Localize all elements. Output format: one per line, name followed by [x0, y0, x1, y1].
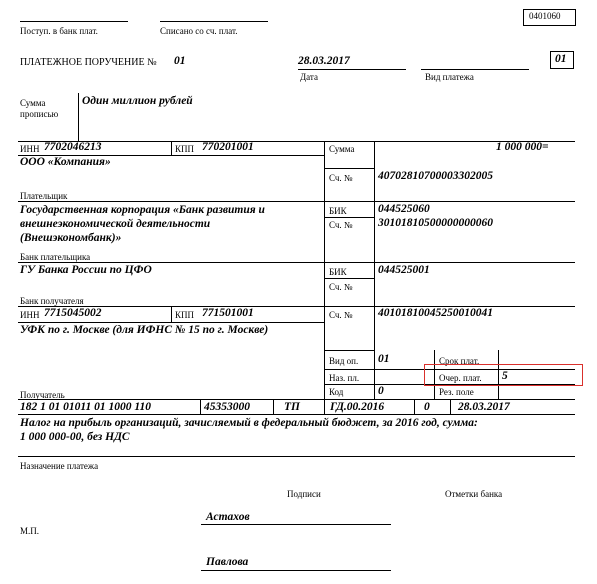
- payer-inn: 7702046213: [44, 141, 102, 153]
- payee-inn: 7715045002: [44, 307, 102, 319]
- payer-inn-label: ИНН: [20, 144, 40, 154]
- term-label: Срок плат.: [439, 356, 480, 366]
- amount-label: Сумма: [329, 144, 355, 154]
- payer-bank-caption: Банк плательщика: [20, 252, 91, 262]
- row-line-payer-right: [324, 201, 575, 202]
- payment-type-label: Вид платежа: [425, 72, 474, 82]
- purpose-code-label: Наз. пл.: [329, 373, 360, 383]
- payee-bank-name: ГУ Банка России по ЦФО: [20, 264, 152, 276]
- row-line-payee-inn: [18, 322, 324, 323]
- row-line-payee: [18, 399, 575, 400]
- debited-label: Списано со сч. плат.: [160, 26, 238, 36]
- tax-doc-date: 28.03.2017: [458, 401, 510, 413]
- amount-words-label-2: прописью: [20, 109, 59, 119]
- received-label: Поступ. в банк плат.: [20, 26, 98, 36]
- purpose-line-1: Налог на прибыль организаций, зачисляемый в федеральный бюджет, за 2016 год, сумма:: [20, 417, 478, 429]
- signatures-label: Подписи: [287, 489, 321, 499]
- payee-inn-label: ИНН: [20, 310, 40, 320]
- payment-type-line: [421, 69, 529, 70]
- payee-account-label: Сч. №: [329, 310, 353, 320]
- payer-kpp-label: КПП: [175, 144, 195, 154]
- priority-label: Очер. плат.: [439, 373, 482, 383]
- stamp-label: М.П.: [20, 526, 40, 536]
- row-line-payer: [18, 201, 324, 202]
- payee-bank-account-label: Сч. №: [329, 282, 353, 292]
- payer-caption: Плательщик: [20, 191, 68, 201]
- tax-doc-number: 0: [424, 401, 430, 413]
- signature-line-2: [201, 570, 391, 571]
- payee-account: 40101810045250010041: [378, 307, 493, 319]
- form-code: 0401060: [529, 11, 561, 21]
- tax-period: ГД.00.2016: [330, 401, 385, 413]
- row-line-amount: [324, 168, 374, 169]
- payee-kpp-label: КПП: [175, 310, 195, 320]
- payee-bank-bik: 044525001: [378, 264, 430, 276]
- col-line-inn-kpp: [171, 141, 172, 155]
- payee-bank-caption: Банк получателя: [20, 296, 84, 306]
- row-line-bik2: [324, 278, 374, 279]
- tax-oktmo: 45353000: [204, 401, 250, 413]
- op-type-label: Вид оп.: [329, 356, 359, 366]
- date-label: Дата: [300, 72, 318, 82]
- date-line: [298, 69, 406, 70]
- amount-words-label-1: Сумма: [20, 98, 46, 108]
- amount-words-value: Один миллион рублей: [82, 95, 193, 107]
- tax-kbk: 182 1 01 01011 01 1000 110: [20, 401, 151, 413]
- amount-value: 1 000 000=: [496, 141, 549, 153]
- row-line-payer-bank: [18, 262, 575, 263]
- payee-kpp: 771501001: [202, 307, 254, 319]
- priority-value: 5: [502, 370, 508, 382]
- bank-marks-label: Отметки банка: [445, 489, 503, 499]
- payee-caption: Получатель: [20, 390, 65, 400]
- tax-col-4: [414, 399, 415, 414]
- row-line-tax: [18, 414, 575, 415]
- col-line-left: [324, 141, 325, 399]
- tax-col-3: [324, 399, 325, 414]
- op-type: 01: [378, 353, 390, 365]
- payer-bank-name-1: Государственная корпорация «Банк развития и: [20, 204, 265, 216]
- payer-bank-name-2: внешнеэкономической деятельности: [20, 218, 211, 230]
- signer-2: Павлова: [206, 556, 249, 568]
- row-line-bik1: [324, 217, 374, 218]
- tax-col-1: [200, 399, 201, 414]
- code-label: Код: [329, 387, 344, 397]
- payer-account-label: Сч. №: [329, 173, 353, 183]
- order-title: ПЛАТЕЖНОЕ ПОРУЧЕНИЕ №: [20, 57, 157, 68]
- payer-name: ООО «Компания»: [20, 156, 111, 168]
- col-line-payee-inn-kpp: [171, 306, 172, 322]
- payer-account: 40702810700003302005: [378, 170, 493, 182]
- purpose-caption: Назначение платежа: [20, 461, 99, 471]
- order-number: 01: [174, 55, 186, 67]
- amount-words-divider: [78, 93, 79, 141]
- tax-col-5: [450, 399, 451, 414]
- payer-bank-bik: 044525060: [378, 203, 430, 215]
- purpose-line: [18, 456, 575, 457]
- status-code: 01: [555, 53, 567, 65]
- payer-bank-account: 30101810500000000060: [378, 217, 493, 229]
- priority-highlight: [424, 364, 583, 386]
- row-line-acc3: [324, 350, 374, 351]
- received-date-line: [20, 21, 128, 22]
- signer-1: Астахов: [206, 511, 250, 523]
- purpose-line-2: 1 000 000-00, без НДС: [20, 431, 130, 443]
- code-value: 0: [378, 385, 384, 397]
- payer-kpp: 770201001: [202, 141, 254, 153]
- signature-line-1: [201, 524, 391, 525]
- debited-date-line: [160, 21, 268, 22]
- payer-bank-account-label: Сч. №: [329, 220, 353, 230]
- tax-basis: ТП: [284, 401, 300, 413]
- col-line-right: [374, 141, 375, 399]
- payee-name: УФК по г. Москве (для ИФНС № 15 по г. Москве): [20, 324, 269, 336]
- payee-bank-bik-label: БИК: [329, 267, 347, 277]
- order-date: 28.03.2017: [298, 55, 350, 67]
- payer-bank-name-3: (Внешэкономбанк)»: [20, 232, 122, 244]
- payer-bank-bik-label: БИК: [329, 206, 347, 216]
- tax-col-2: [273, 399, 274, 414]
- reserve-label: Рез. поле: [439, 387, 474, 397]
